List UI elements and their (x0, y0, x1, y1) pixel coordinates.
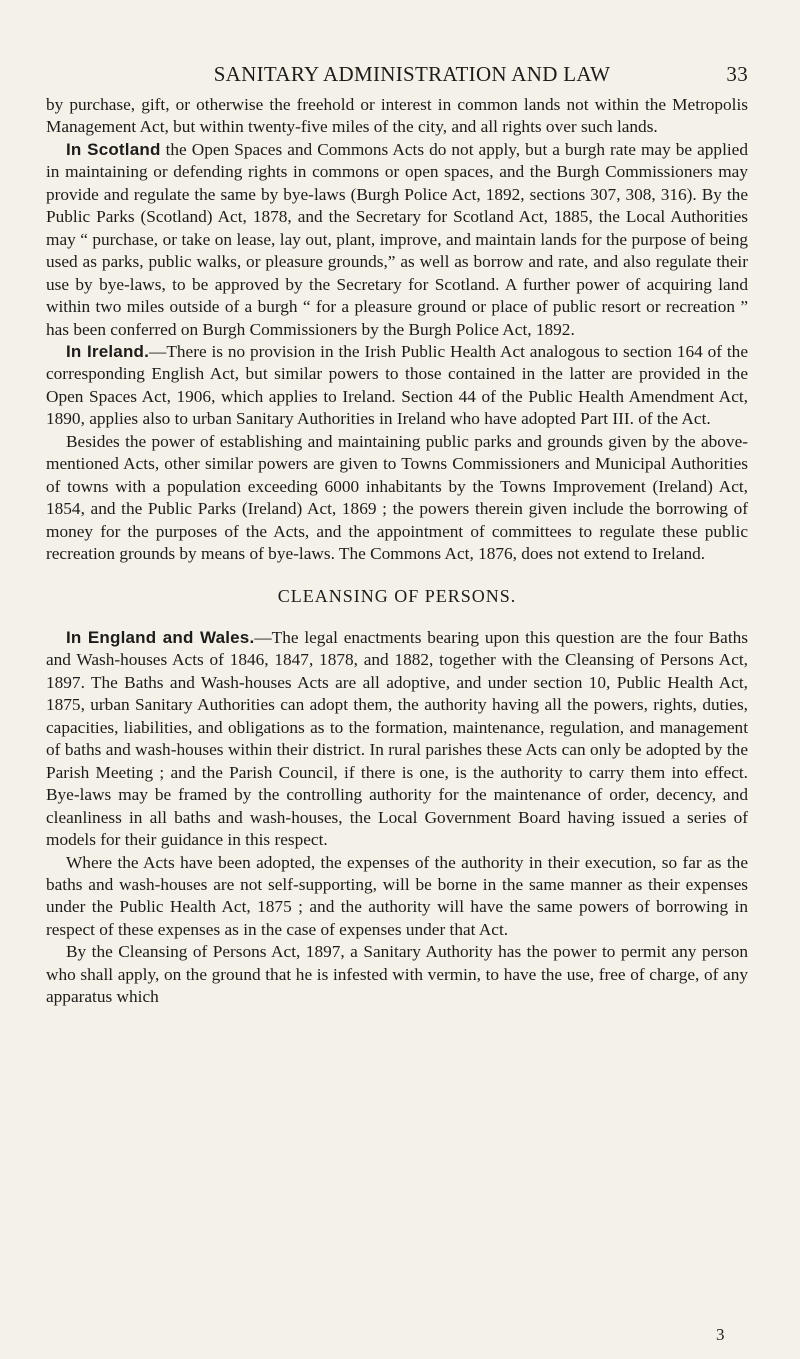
paragraph-continued (46, 94, 748, 139)
paragraph-text: by purchase, gift, or otherwise the freehold or interest in common lands not within the Metropolis Management Act, but within twenty-five miles of the city, and all rights over such lands. (46, 95, 748, 137)
page-number: 33 (726, 62, 748, 86)
paragraph-text: —The legal enactments bearing upon this question are the four Baths and Wash-houses Acts of 1846, 1847, 1878, and 1882, together with the Cleansing of Persons Act, 1897. The Baths and Wash-houses Acts are all adoptive, and under section 10, Public Health Act, 1875, urban Sanitary Authorities can adopt them, the authority having all the powers, rights, duties, capacities, liabilities, and obligations as to the formation, maintenance, regulation, and management of baths and wash-houses within their district. In rural parishes these Acts can only be adopted by the Parish Meeting ; and the Parish Council, if there is one, is the authority to carry them into effect. Bye-laws may be framed by the controlling authority for the maintenance of order, decency, and cleanliness in all baths and wash-houses, the Local Government Board having issued a series of models for their guidance in this respect. (46, 627, 748, 850)
paragraph-text: Besides the power of establishing and maintaining public parks and grounds given by the above-mentioned Acts, other similar powers are given to Towns Commissioners and Municipal Authorities of towns with a population exceeding 6000 inhabitants by the Towns Improvement (Ireland) Act, 1854, and the Public Parks (Ireland) Act, 1869 ; the powers therein given include the borrowing of money for the purposes of the Acts, and the appointment of committees to regulate these public recreation grounds by means of bye-laws. The Commons Act, 1876, does not extend to Ireland. (46, 431, 748, 564)
paragraph-cleansing-act (46, 941, 748, 1008)
section-heading: CLEANSING OF PERSONS. (277, 585, 517, 606)
paragraph-text: the Open Spaces and Commons Acts do not apply, but a burgh rate may be applied in maintaining or defending rights in commons or open spaces, and the Burgh Commissioners may provide and regulate the same by bye-laws (Burgh Police Act, 1892, sections 307, 308, 316). By the Public Parks (Scotland) Act, 1878, and the Secretary for Scotland Act, 1885, the Local Authorities may “ purchase, or take on lease, lay out, plant, improve, and maintain lands for the purpose of being used as parks, public walks, or pleasure grounds,” as well as borrow and rate, and also regulate their use by bye-laws, to be approved by the Secretary for Scotland. A further power of acquiring land within two miles outside of a burgh “ for a pleasure ground or place of public resort or recreation ” has been conferred on Burgh Commissioners by the Burgh Police Act, 1892. (46, 139, 748, 339)
paragraph-ireland (46, 341, 748, 431)
running-title: SANITARY ADMINISTRATION AND LAW (213, 62, 611, 86)
paragraph-text: By the Cleansing of Persons Act, 1897, a Sanitary Authority has the power to permit any person who shall apply, on the ground that he is infested with vermin, to have the use, free of charge, of any apparatus which (46, 942, 748, 1007)
paragraph-ireland-powers (46, 431, 748, 566)
sidehead-ireland: In Ireland. (66, 341, 150, 361)
signature-mark: 3 (716, 1325, 725, 1344)
paragraph-england-wales (46, 627, 748, 852)
body-text (46, 94, 748, 1009)
sidehead-scotland: In Scotland (66, 139, 161, 159)
running-head (46, 62, 748, 92)
sidehead-england-wales: In England and Wales. (66, 627, 255, 647)
paragraph-expenses (46, 852, 748, 942)
paragraph-text: Where the Acts have been adopted, the expenses of the authority in their execution, so far as the baths and wash-houses are not self-supporting, will be borne in the same manner as their expenses under the Public Health Act, 1875 ; and the authority will have the same powers of borrowing in respect of these expenses as in the case of expenses under that Act. (46, 852, 748, 939)
paragraph-scotland (46, 139, 748, 341)
paragraph-text: —There is no provision in the Irish Public Health Act analogous to section 164 of the corresponding English Act, but similar powers to those contained in the latter are provided in the Open Spaces Act, 1906, which applies to Ireland. Section 44 of the Public Health Amendment Act, 1890, applies also to urban Sanitary Authorities in Ireland who have adopted Part III. of the Act. (46, 341, 748, 429)
